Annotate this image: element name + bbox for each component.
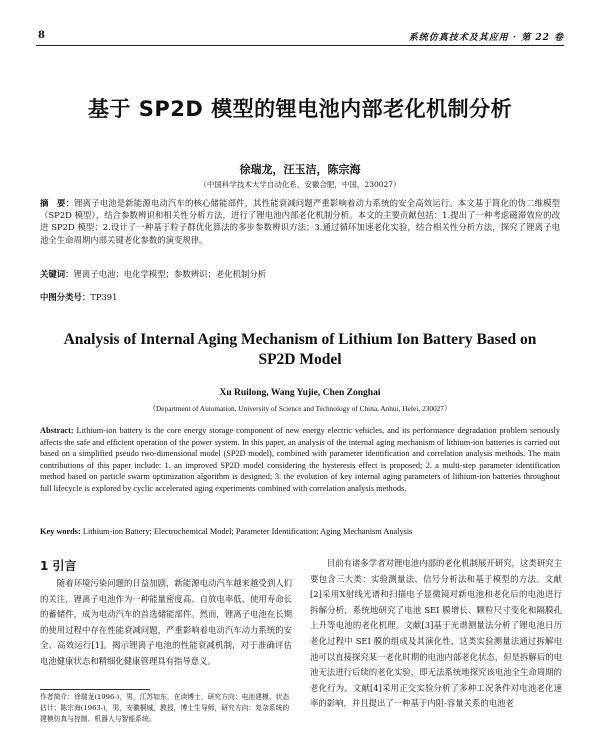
keywords-en (40, 527, 560, 536)
abstract-cn-label: 摘 要： (40, 198, 75, 208)
header-rule (36, 45, 564, 46)
author-footnote: 作者简介：徐瑞龙(1996-)，男，江苏如东，在读博士，研究方向：电池建模、状态估计；陈宗海(1963-)，男，安徽桐城，教授，博士生导师，研究方向：复杂系统的建模仿真与控制、机器人与智能系统。 (40, 693, 290, 723)
abstract-cn (40, 197, 560, 246)
keywords-cn-label: 关键词： (40, 269, 74, 279)
keywords-cn (40, 268, 560, 280)
affiliation-en: （Department of Automation, University of Science and Technology of China, Anhui, Hefei, 230027） (148, 404, 452, 413)
paper-title-cn: 基于 SP2D 模型的锂电池内部老化机制分析 (87, 97, 513, 121)
abstract-en (40, 425, 560, 495)
keywords-en-label: Key words: (40, 527, 81, 536)
classification-number (40, 291, 560, 303)
page-number: 8 (38, 30, 45, 41)
body-text-right-column: 目前有诸多学者对锂电池内部的老化机制展开研究，这类研究主要包含三大类：实验测量法、信号分析法和基于模型的方法。文献[2]采用X射线光谱和扫描电子显微镜对新电池和老化后的电池进行拆解分析，系统地研究了电池 SEI 膜增长、颗粒尺寸变化和隔膜孔上升等电池的老化机理。文献[3]基于光谱测量法分析了锂电池日历老化过程中 SEI 膜的组成及其演化性，这类实验测量法通过拆解电池可以直接探究某一老化时期的电池内部老化状态，但是拆解后的电池无法进行后续的老化实验，即无法系统地探究该电池全生命周期的老化行为。文献[4]采用正交实验分析了多种工况条件对电池老化速率的影响，并且提出了一种基于内阻-容量关系的电池老 (310, 558, 562, 709)
authors-cn: 徐瑞龙，汪玉洁，陈宗海 (239, 163, 361, 176)
keywords-cn-text: 锂离子电池；电化学模型；参数辨识；老化机制分析 (73, 269, 267, 279)
affiliation-cn: （中国科学技术大学自动化系，安徽合肥，中国，230027） (199, 180, 401, 189)
keywords-en-text: Lithium-ion Battery; Electrochemical Model; Parameter Identification; Aging Mechanism Analysis (82, 527, 413, 536)
journal-running-header: 系统仿真技术及其应用 · 第 22 卷 (408, 33, 564, 43)
abstract-cn-text: 锂离子电池是新能源电动汽车的核心储能部件，其性能衰减问题严重影响着动力系统的安全高效运行。本文基于简化的伪二维模型（SP2D 模型），结合参数辨识和相关性分析方法，进行了锂电池内部老化机制分析。本文的主要贡献包括：1.提出了一种考虑磁滞效应的改进 SP2D 模型；2.设计了一种基于粒子群优化算法的多步参数辨识方法；3.通过循环加速老化实验，结合相关性分析方法，探究了锂离子电池全生命周期内部关键老化参数的演变规律。 (40, 198, 560, 245)
classification-label: 中图分类号： (40, 292, 91, 302)
section-heading-introduction: 1 引言 (40, 559, 77, 573)
authors-en: Xu Ruilong, Wang Yujie, Chen Zonghai (219, 388, 381, 398)
footnote-rule (40, 689, 150, 690)
body-text-left-column: 随着环境污染问题的日益加剧，新能源电动汽车越来越受到人们的关注，锂离子电池作为一种能量密度高、自放电率低、使用寿命长的蓄储件，成为电动汽车的首选储能部件。然而，锂离子电池在长期的使用过程中存在性能衰减问题，严重影响着电动汽车动力系统的安全、高效运行[1]。揭示锂离子电池的性能衰减机制，对于准确评估电池健康状态和精细化健康管理具有指导意义。 (40, 578, 292, 666)
abstract-en-text: Lithium-ion battery is the core energy storage component of new energy electric vehicles, and its performance degradation problem seriously affects the safe and efficient operation of the power system. In this paper, an analysis of the internal aging mechanism of lithium-ion batteries is carried out based on a simplified pseudo two-dimensional model (SP2D model), combined with parameter identification and correlation analysis methods. The main contributions of this paper include: 1. an improved SP2D model considering the hysteresis effect is proposed; 2. a multi-step parameter identification method based on particle swarm optimization algorithm is designed; 3. the evolution of key internal aging parameters of lithium-ion batteries throughout full lifecycle is explored by cyclic accelerated aging experiments combined with correlation analysis methods. (40, 426, 561, 493)
paper-title-en: Analysis of Internal Aging Mechanism of Lithium Ion Battery Based on SP2D Model (63, 331, 537, 368)
classification-text: TP391 (90, 292, 118, 302)
abstract-en-label: Abstract: (40, 426, 74, 435)
